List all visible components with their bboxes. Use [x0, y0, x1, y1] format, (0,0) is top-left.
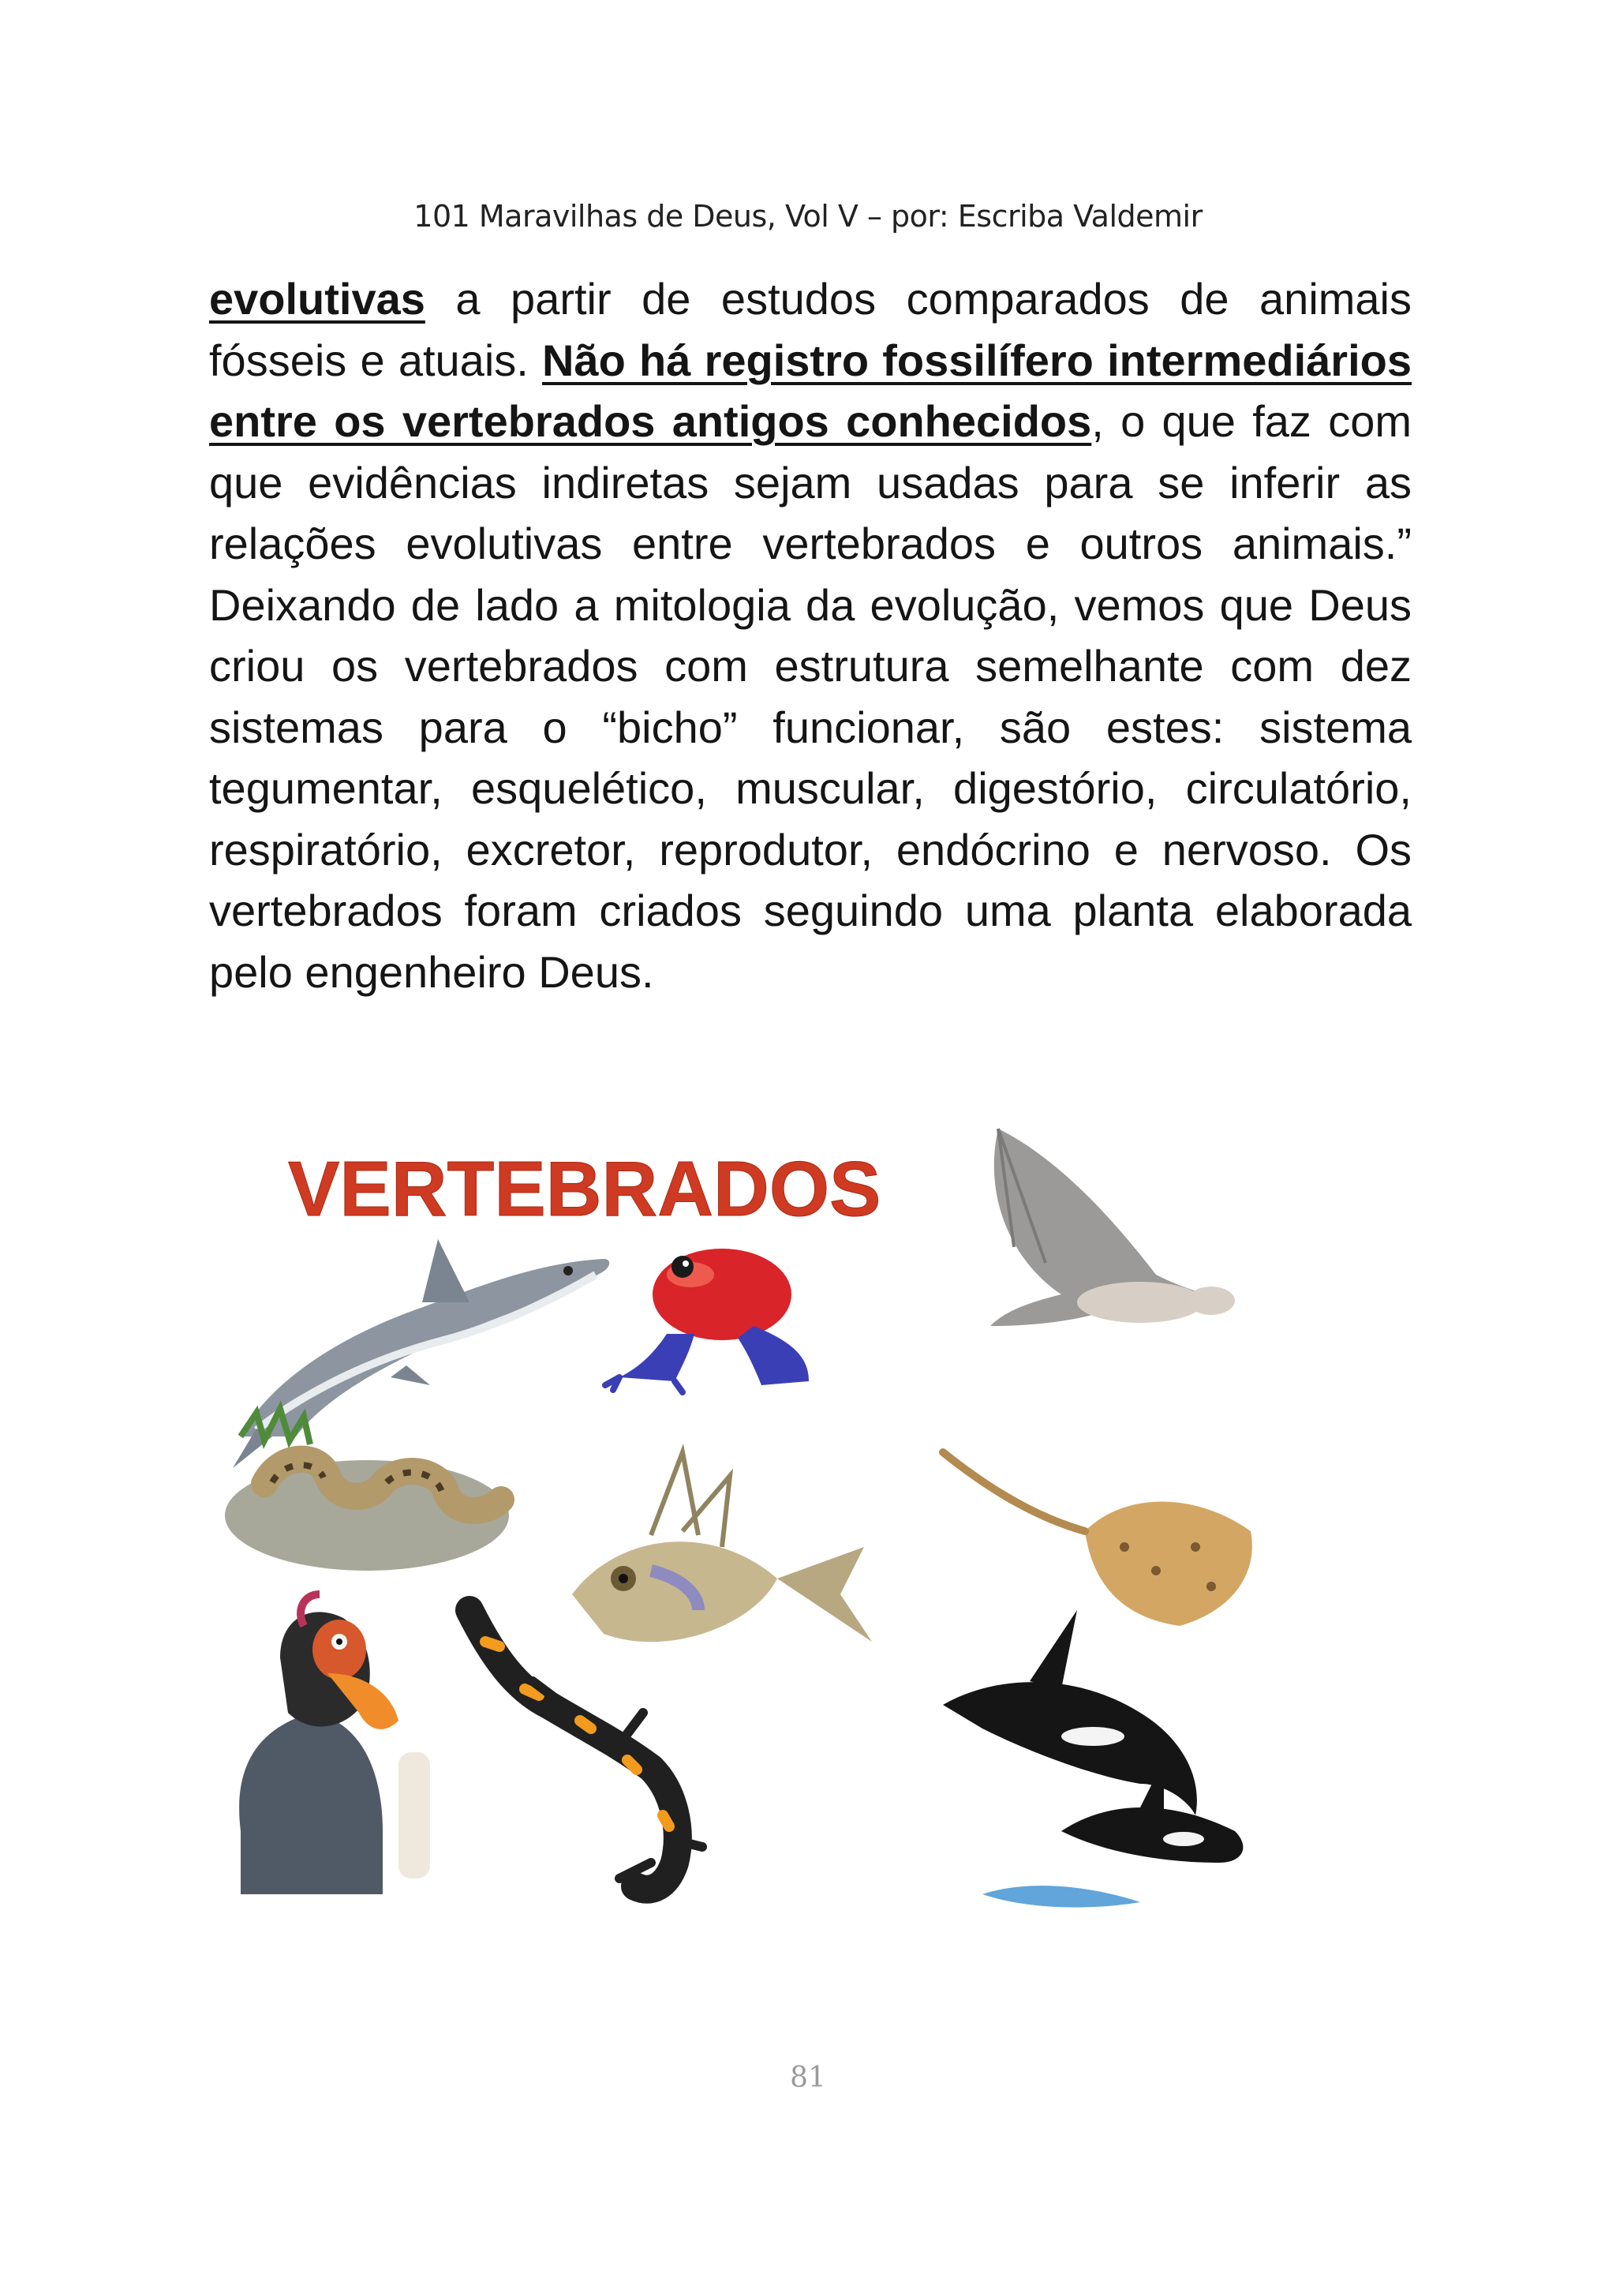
vulture-icon [239, 1594, 430, 1894]
page-header: 101 Maravilhas de Deus, Vol V – por: Escriba Valdemir [413, 199, 1203, 234]
salamander-icon [469, 1610, 702, 1890]
emphasis-evolutivas: evolutivas [209, 274, 425, 324]
figure-title: VERTEBRADOS [288, 1145, 881, 1232]
snake-icon [225, 1409, 509, 1571]
fish-icon [572, 1452, 872, 1642]
stingray-icon [943, 1452, 1252, 1626]
bat-icon [990, 1129, 1235, 1326]
vertebrates-illustration [209, 1105, 1330, 1942]
orca-icon [943, 1610, 1243, 1908]
text-segment-2: , o que faz com que evidências indiretas sejam usadas para se inferir as relações evolutivas entre vertebrados e outros animais.” Deixando de lado a mitologia da evolução, vemos que Deus criou os vertebrados com estrutura semelhante com dez sistemas para o “bicho” funcionar, são estes: sistema tegumentar, esquelético, muscular, digestório, circulatório, respiratório, excretor, reprodutor, endócrino e nervoso. Os vertebrados foram criados seguindo uma planta elaborada pelo engenheiro Deus. [209, 396, 1412, 997]
text-segment-1: a partir de estudos comparados de animais fósseis e atuais. [209, 274, 1412, 385]
page-number: 81 [790, 2062, 826, 2094]
frog-icon [605, 1249, 809, 1392]
emphasis-no-fossil-record: Não há registro fossilífero intermediários entre os vertebrados antigos conhecidos [209, 335, 1412, 446]
body-paragraph [209, 268, 1412, 1002]
